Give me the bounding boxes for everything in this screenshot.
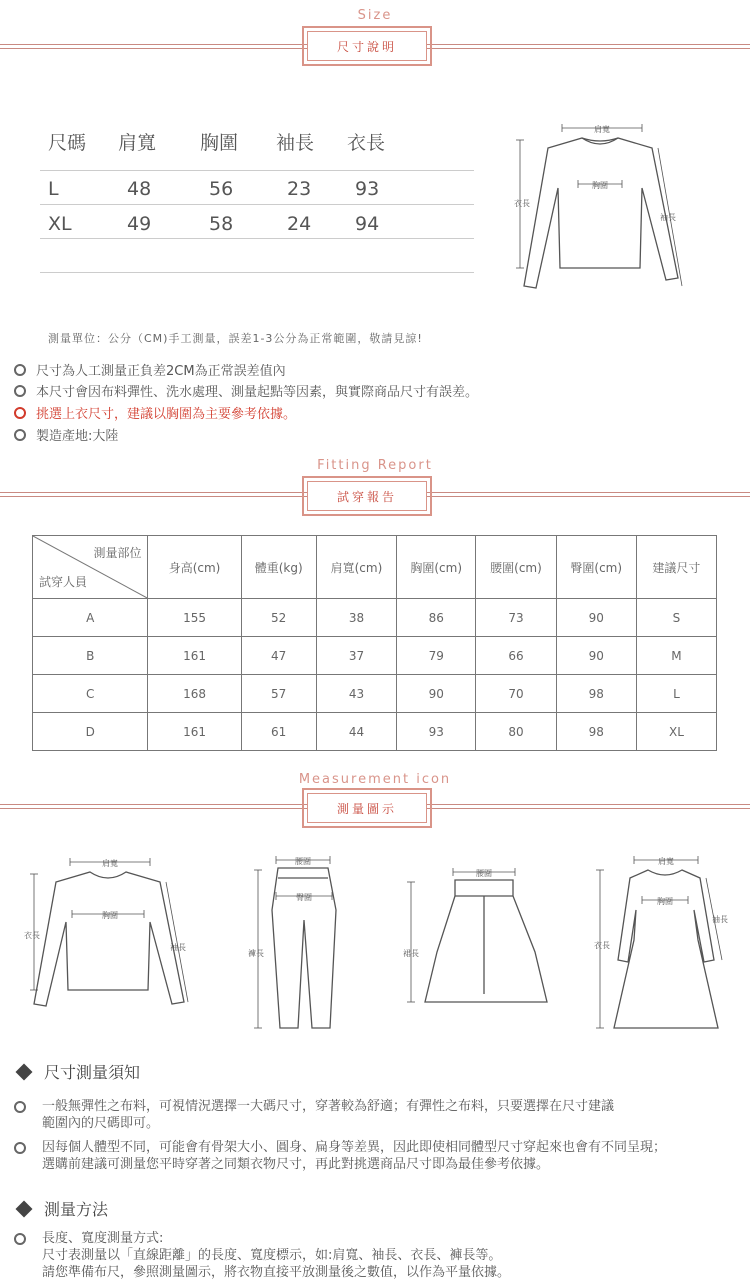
table-row — [33, 637, 717, 675]
table-cell: C — [33, 675, 148, 713]
diagram-label: 衣長 — [514, 199, 530, 208]
size-section-header — [0, 8, 750, 78]
table-header-row — [33, 536, 717, 599]
icon-label: 胸圍 — [102, 911, 118, 920]
table-cell: A — [33, 599, 148, 637]
size-table-header: 肩寬 — [118, 132, 157, 154]
table-cell: 98 — [556, 713, 636, 751]
diagram-label: 肩寬 — [594, 125, 610, 134]
top-measure-icon — [18, 852, 198, 1012]
table-cell: XL — [636, 713, 716, 751]
table-cell: 90 — [397, 675, 476, 713]
table-cell: B — [33, 637, 148, 675]
notice-line: 範圍內的尺碼即可。 — [42, 1116, 160, 1131]
diamond-icon — [16, 1063, 33, 1080]
size-cell: 93 — [355, 178, 380, 200]
table-header: 肩寬(cm) — [316, 536, 396, 599]
icon-section-header — [0, 772, 750, 842]
list-item-text: 挑選上衣尺寸，建議以胸圍為主要參考依據。 — [36, 407, 297, 422]
icon-label: 肩寬 — [102, 859, 118, 868]
notice-item — [42, 1098, 614, 1132]
table-cell: 86 — [397, 599, 476, 637]
notice-line: 一般無彈性之布料，可視情況選擇一大碼尺寸，穿著較為舒適；有彈性之布料，只要選擇在尺寸建議 — [42, 1099, 615, 1114]
icon-label: 腰圍 — [476, 869, 492, 878]
section-title-box — [302, 476, 432, 516]
circle-bullet-icon — [14, 407, 26, 419]
list-item — [14, 425, 118, 444]
size-cell: 49 — [127, 213, 152, 235]
icon-label: 腰圍 — [295, 857, 311, 866]
list-item — [14, 360, 286, 379]
section-title-zh: 尺寸說明 — [307, 31, 427, 61]
icon-label: 褲長 — [248, 949, 264, 958]
table-cell: 73 — [476, 599, 556, 637]
circle-bullet-icon — [14, 364, 26, 376]
section-title-en: Size — [357, 8, 393, 23]
size-cell: XL — [48, 213, 72, 235]
list-item-text: 本尺寸會因布料彈性、洗水處理、測量起點等因素，與實際商品尺寸有誤差。 — [36, 385, 479, 400]
table-cell: 80 — [476, 713, 556, 751]
size-cell: 94 — [355, 213, 380, 235]
size-cell: 24 — [287, 213, 312, 235]
table-rule — [40, 170, 474, 171]
table-cell: 161 — [148, 637, 241, 675]
table-cell: 70 — [476, 675, 556, 713]
table-cell: 66 — [476, 637, 556, 675]
table-cell: 37 — [316, 637, 396, 675]
dress-measure-icon — [590, 850, 740, 1035]
table-header: 胸圍(cm) — [397, 536, 476, 599]
icon-label: 裙長 — [403, 949, 419, 958]
icon-label: 衣長 — [594, 941, 610, 950]
method-heading — [14, 1197, 108, 1220]
icon-label: 衣長 — [24, 931, 40, 940]
table-rule — [40, 272, 474, 273]
measure-note: 測量單位：公分（CM)手工測量，誤差1-3公分為正常範圍，敬請見諒! — [48, 332, 423, 345]
table-cell: S — [636, 599, 716, 637]
icon-label: 袖長 — [712, 915, 728, 924]
sweater-diagram — [510, 118, 690, 296]
section-title-zh: 測量圖示 — [307, 793, 427, 823]
size-cell: L — [48, 178, 59, 200]
method-line: 請您準備布尺，參照測量圖示，將衣物直接平放測量後之數值，以作為平量依據。 — [42, 1265, 511, 1280]
table-cell: 57 — [241, 675, 316, 713]
notice-line: 因每個人體型不同，可能會有骨架大小、圓身、扁身等差異，因此即使相同體型尺寸穿起來也會有不同呈現； — [42, 1140, 667, 1155]
icon-label: 肩寬 — [658, 857, 674, 866]
skirt-measure-icon — [395, 862, 555, 1012]
section-title-en: Measurement icon — [298, 772, 452, 787]
notice-item — [42, 1139, 666, 1173]
size-table-header: 衣長 — [347, 132, 386, 154]
table-header: 身高(cm) — [148, 536, 241, 599]
size-table-header: 尺碼 — [48, 132, 87, 154]
table-header: 腰圍(cm) — [476, 536, 556, 599]
notice-line: 選購前建議可測量您平時穿著之同類衣物尺寸，再此對挑選商品尺寸即為最佳參考依據。 — [42, 1157, 550, 1172]
list-item-text: 製造產地:大陸 — [36, 429, 119, 444]
notice-heading — [14, 1060, 140, 1083]
list-item — [14, 381, 478, 400]
icon-label: 臀圍 — [296, 893, 312, 902]
diagram-label: 袖長 — [660, 213, 676, 222]
circle-bullet-icon — [14, 1101, 26, 1113]
table-cell: 52 — [241, 599, 316, 637]
table-cell: 161 — [148, 713, 241, 751]
size-cell: 58 — [209, 213, 234, 235]
icon-label: 胸圍 — [657, 897, 673, 906]
table-cell: 47 — [241, 637, 316, 675]
table-cell: L — [636, 675, 716, 713]
icon-label: 袖長 — [170, 943, 186, 952]
table-cell: 79 — [397, 637, 476, 675]
table-cell: 61 — [241, 713, 316, 751]
circle-bullet-icon — [14, 385, 26, 397]
table-cell: 43 — [316, 675, 396, 713]
fitting-section-header — [0, 458, 750, 528]
notice-title: 尺寸測量須知 — [44, 1063, 141, 1082]
circle-bullet-icon — [14, 1142, 26, 1154]
table-cell: D — [33, 713, 148, 751]
table-corner-cell — [33, 536, 148, 599]
table-cell: 90 — [556, 637, 636, 675]
size-table-header: 袖長 — [276, 132, 315, 154]
method-title: 測量方法 — [44, 1200, 109, 1219]
section-title-box — [302, 788, 432, 828]
section-title-zh: 試穿報告 — [307, 481, 427, 511]
method-line: 長度、寬度測量方式: — [42, 1231, 164, 1246]
table-row — [33, 675, 717, 713]
table-header: 臀圍(cm) — [556, 536, 636, 599]
table-cell: M — [636, 637, 716, 675]
corner-label: 試穿人員 — [39, 575, 88, 589]
corner-label: 測量部位 — [93, 546, 142, 560]
table-rule — [40, 204, 474, 205]
table-cell: 98 — [556, 675, 636, 713]
table-rule — [40, 238, 474, 239]
table-header: 體重(kg) — [241, 536, 316, 599]
diamond-icon — [16, 1200, 33, 1217]
list-item-highlight — [14, 403, 296, 422]
circle-bullet-icon — [14, 1233, 26, 1245]
size-table-header: 胸圍 — [200, 132, 239, 154]
pants-measure-icon — [240, 850, 350, 1035]
size-cell: 48 — [127, 178, 152, 200]
table-cell: 93 — [397, 713, 476, 751]
table-cell: 168 — [148, 675, 241, 713]
diagram-label: 胸圍 — [592, 181, 608, 190]
method-line: 尺寸表測量以「直線距離」的長度、寬度標示，如:肩寬、袖長、衣長、褲長等。 — [42, 1248, 502, 1263]
table-cell: 44 — [316, 713, 396, 751]
size-cell: 56 — [209, 178, 234, 200]
table-header: 建議尺寸 — [636, 536, 716, 599]
section-title-en: Fitting Report — [317, 458, 433, 473]
size-cell: 23 — [287, 178, 312, 200]
table-cell: 155 — [148, 599, 241, 637]
list-item-text: 尺寸為人工測量正負差2CM為正常誤差值內 — [36, 364, 286, 379]
method-item — [42, 1230, 510, 1281]
circle-bullet-icon — [14, 429, 26, 441]
table-row — [33, 713, 717, 751]
table-cell: 38 — [316, 599, 396, 637]
fitting-table — [32, 535, 717, 751]
section-title-box — [302, 26, 432, 66]
table-cell: 90 — [556, 599, 636, 637]
table-row — [33, 599, 717, 637]
